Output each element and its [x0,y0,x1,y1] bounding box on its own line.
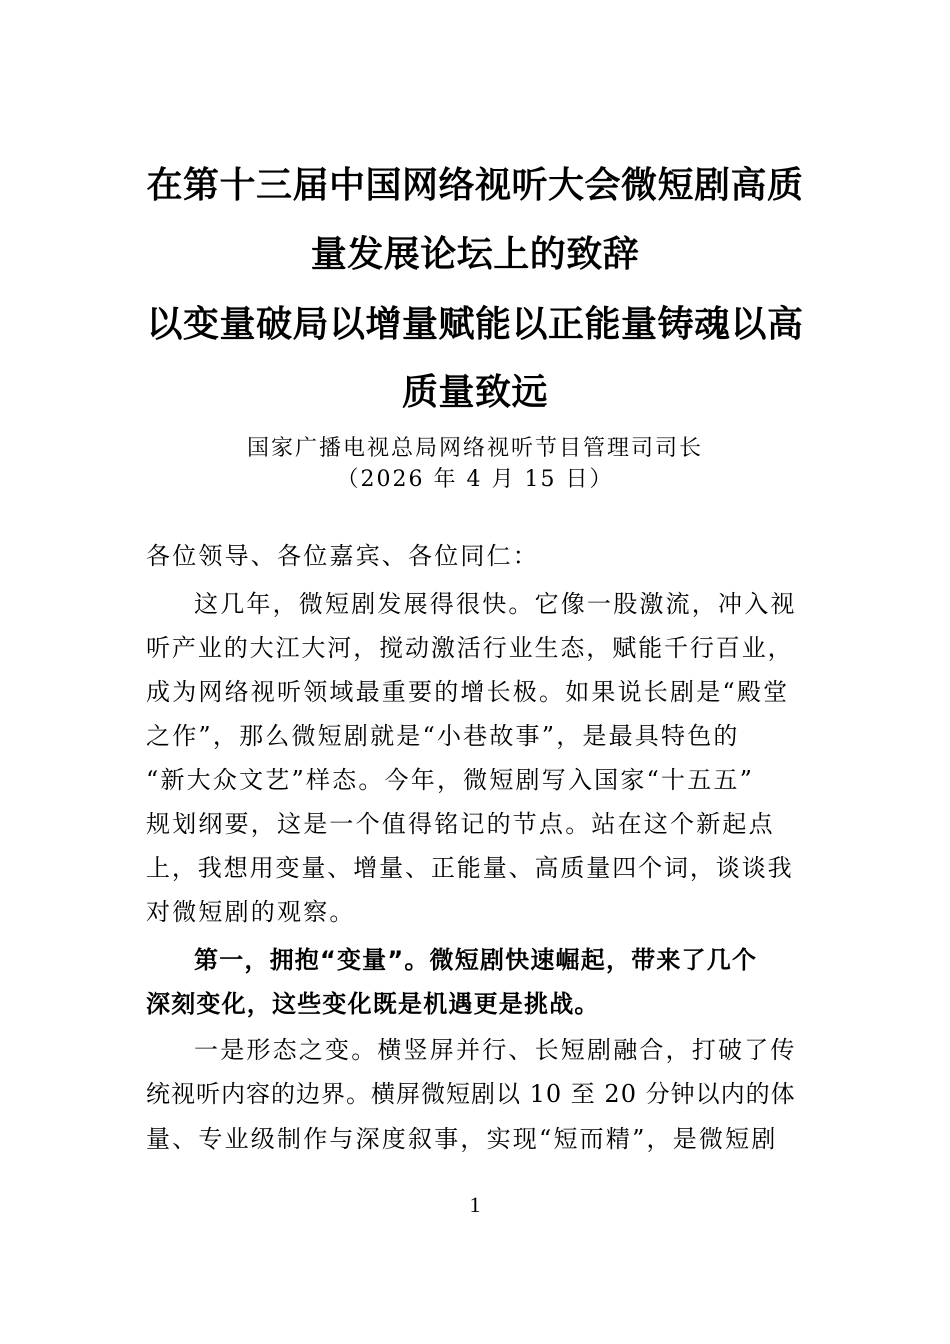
salutation: 各位领导、各位嘉宾、各位同仁： [146,542,539,570]
section-heading-line: 深刻变化，这些变化既是机遇更是挑战。 [146,990,600,1018]
paragraph-line: 规划纲要，这是一个值得铭记的节点。站在这个新起点 [146,810,775,838]
paragraph-line: 听产业的大江大河，搅动激活行业生态，赋能千行百业， [146,634,794,662]
paragraph-line: 一是形态之变。横竖屏并行、长短剧融合，打破了传 [194,1036,797,1064]
paragraph-line: 成为网络视听领域最重要的增长极。如果说长剧是“殿堂 [146,678,790,706]
paragraph-line: 对微短剧的观察。 [146,898,356,926]
paragraph-line: 量、专业级制作与深度叙事，实现“短而精”，是微短剧 [146,1125,778,1153]
date-line: （2026 年 4 月 15 日） [336,467,614,492]
document-subtitle-line: 以变量破局以增量赋能以正能量铸魂以高 [146,303,804,345]
document-subtitle-line: 质量致远 [401,371,548,413]
document-title-line: 量发展论坛上的致辞 [310,233,640,275]
author-line: 国家广播电视总局网络视听节目管理司司长 [246,436,703,461]
section-heading-line: 第一，拥抱“变量”。微短剧快速崛起，带来了几个 [194,946,758,974]
paragraph-line: 统视听内容的边界。横屏微短剧以 10 至 20 分钟以内的体 [146,1080,796,1108]
page-number: 1 [469,1192,481,1217]
paragraph-line: “新大众文艺”样态。今年，微短剧写入国家“十五五” [146,766,755,794]
paragraph-line: 之作”，那么微短剧就是“小巷故事”，是最具特色的 [146,722,740,750]
paragraph-line: 这几年，微短剧发展得很快。它像一股激流，冲入视 [194,590,797,618]
document-title-line: 在第十三届中国网络视听大会微短剧高质 [146,164,804,206]
paragraph-line: 上，我想用变量、增量、正能量、高质量四个词，谈谈我 [146,854,794,882]
